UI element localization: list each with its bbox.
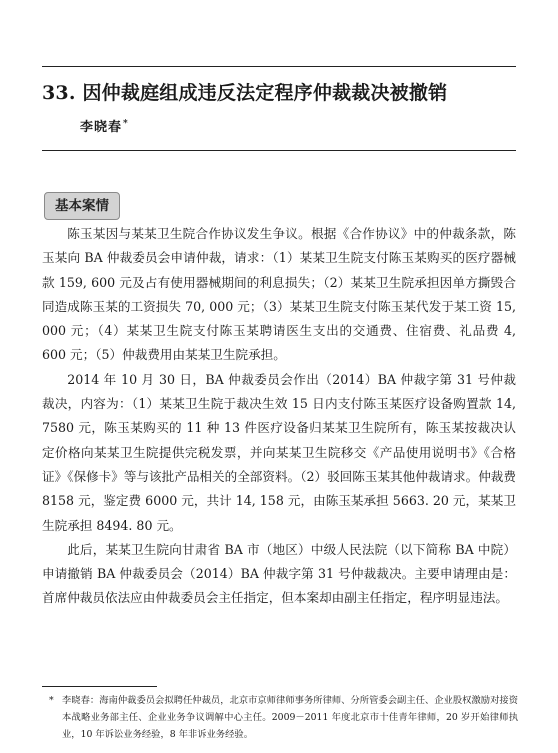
footnote bbox=[49, 692, 518, 743]
case-body bbox=[42, 222, 516, 611]
section-badge: 基本案情 bbox=[44, 192, 120, 220]
paragraph-3: 此后，某某卫生院向甘肃省 BA 市（地区）中级人民法院（以下简称 BA 中院）申请撤销 BA 仲裁委员会（2014）BA 仲裁字第 31 号仲裁裁决。主要申请理由是：首席仲裁员依法应由仲裁委员会主任指定，但本案却由副主任指定，程序明显违法。 bbox=[42, 541, 516, 606]
chapter-title: 33. 因仲裁庭组成违反法定程序仲裁裁决被撤销 bbox=[42, 82, 448, 104]
footnote-rule bbox=[42, 686, 157, 687]
paragraph-2: 2014 年 10 月 30 日，BA 仲裁委员会作出（2014）BA 仲裁字第 31 号仲裁裁决，内容为：（1）某某卫生院于裁决生效 15 日内支付陈玉某医疗设备购置款 14, 7580 元，陈玉某购买的 11 种 13 件医疗设备归某某卫生院所有，陈玉某按裁决认定价格向某某卫生院提供完税发票，并向某某卫生院移交《产品使用说明书》《合格证》《保修卡》等与该批产品相关的全部资料。（2）驳回陈玉某其他仲裁请求。仲裁费 8158 元，鉴定费 6000 元，共计 14, 158 元，由陈玉某承担 5663. 20 元，某某卫生院承担 8494. 80 元。 bbox=[42, 371, 516, 533]
footnote-text: 李晓春：海南仲裁委员会拟聘任仲裁员，北京市京师律师事务所律师、分所管委会副主任、企业股权激励对接资本战略业务部主任、企业业务争议调解中心主任。2009－2011 年度北京市十佳青年律师，20 岁开始律师执业，10 年诉讼业务经验，8 年非诉业务经验。 bbox=[62, 695, 518, 740]
top-rule bbox=[42, 66, 516, 67]
footnote-mark: * bbox=[49, 695, 54, 706]
paragraph-1: 陈玉某因与某某卫生院合作协议发生争议。根据《合作协议》中的仲裁条款，陈玉某向 BA 仲裁委员会申请仲裁，请求：（1）某某卫生院支付陈玉某购买的医疗器械款 159, 600 元及占有使用器械期间的利息损失；（2）某某卫生院承担因单方撕毁合同造成陈玉某的工资损失 70, 000 元；（3）某某卫生院支付陈玉某代发于某工资 15, 000 元；（4）某某卫生院支付陈玉某聘请医生支出的交通费、住宿费、礼品费 4, 600 元；（5）仲裁费用由某某卫生院承担。 bbox=[42, 226, 516, 363]
author-footnote-mark: * bbox=[123, 118, 129, 129]
author-line bbox=[80, 116, 129, 135]
author-name: 李晓春 bbox=[80, 120, 123, 135]
header-bottom-rule bbox=[42, 150, 516, 151]
